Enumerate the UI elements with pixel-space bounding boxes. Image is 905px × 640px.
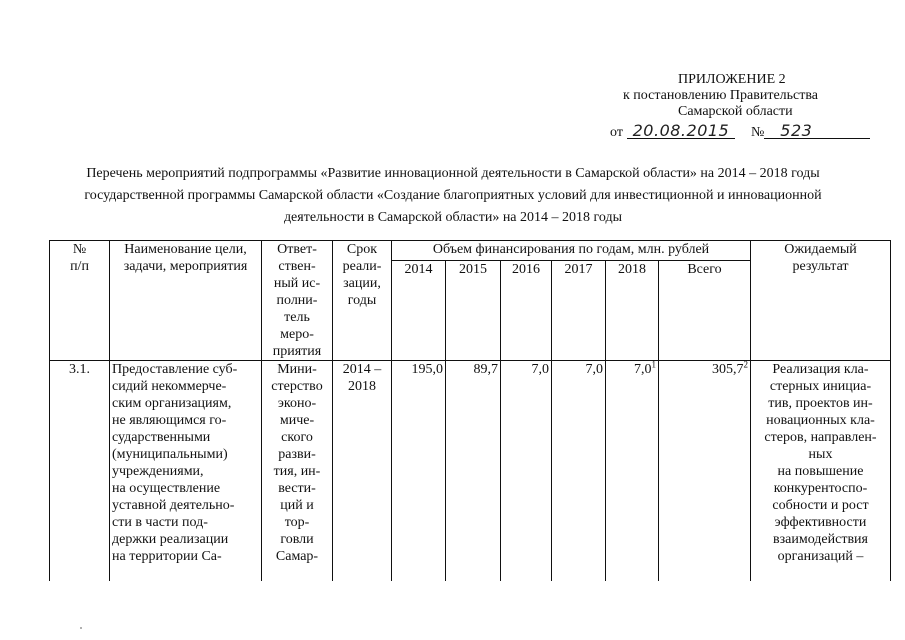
header-result: Ожидаемый результат	[751, 241, 891, 361]
header-term: Срок реали- зации, годы	[333, 241, 392, 361]
row-value-2018-cell	[606, 361, 659, 581]
header-year-2015: 2015	[446, 261, 501, 361]
header-year-2016: 2016	[501, 261, 552, 361]
handwritten-date: 20.08.2015	[627, 123, 735, 139]
row-name: Предоставление суб- сидий некоммерче- ским организациям, не являющимся го- сударственными (муниципальными) учреждениями, на осуществление уставной деятельно- сти в части под- держки реализации на территории Са-	[110, 361, 262, 581]
row-total: 305,7	[712, 362, 744, 377]
header-total: Всего	[659, 261, 751, 361]
appendix-line-region: Самарской области	[678, 104, 793, 119]
row-idx: 3.1.	[50, 361, 110, 581]
header-year-2017: 2017	[552, 261, 606, 361]
header-funding: Объем финансирования по годам, млн. рублей	[392, 241, 751, 261]
document-heading: Перечень мероприятий подпрограммы «Развитие инновационной деятельности в Самарской области» на 2014 – 2018 годы государственной программы Самарской области «Создание благоприятных условий для инвестиционной и инновационной деятельности в Самарской области» на 2014 – 2018 годы	[84, 166, 822, 225]
row-value-2017: 7,0	[552, 361, 606, 581]
handwritten-number: 523	[764, 123, 870, 139]
row-value-2016: 7,0	[501, 361, 552, 581]
header-responsible: Ответ- ствен- ный ис- полни- тель меро- приятия	[262, 241, 333, 361]
table-row	[50, 361, 891, 581]
row-value-2015: 89,7	[446, 361, 501, 581]
row-total-cell	[659, 361, 751, 581]
header-year-2018: 2018	[606, 261, 659, 361]
scan-speck	[80, 627, 82, 629]
header-name: Наименование цели, задачи, мероприятия	[110, 241, 262, 361]
from-label: от	[610, 125, 623, 140]
signature-line	[610, 123, 870, 141]
header-idx: № п/п	[50, 241, 110, 361]
header-year-2014: 2014	[392, 261, 446, 361]
appendix-block	[560, 72, 900, 120]
footnote-mark-1: 1	[651, 359, 656, 370]
row-value-2018: 7,0	[634, 362, 652, 377]
row-result: Реализация кла- стерных инициа- тив, проектов ин- новационных кла- стеров, направлен- ных на повышение конкурентоспо- собности и рост эффективности взаимодействия организаций –	[751, 361, 891, 581]
row-responsible: Мини- стерство эконо- миче- ского разви- тия, ин- вести- ций и тор- говли Самар-	[262, 361, 333, 581]
appendix-line-resolution: к постановлению Правительства	[623, 88, 819, 103]
appendix-title: ПРИЛОЖЕНИЕ 2	[678, 72, 786, 87]
measures-table	[49, 240, 891, 581]
footnote-mark-2: 2	[743, 359, 748, 370]
number-label: №	[750, 125, 765, 140]
row-value-2014: 195,0	[392, 361, 446, 581]
header-row-top	[50, 241, 891, 261]
row-term: 2014 – 2018	[333, 361, 392, 581]
